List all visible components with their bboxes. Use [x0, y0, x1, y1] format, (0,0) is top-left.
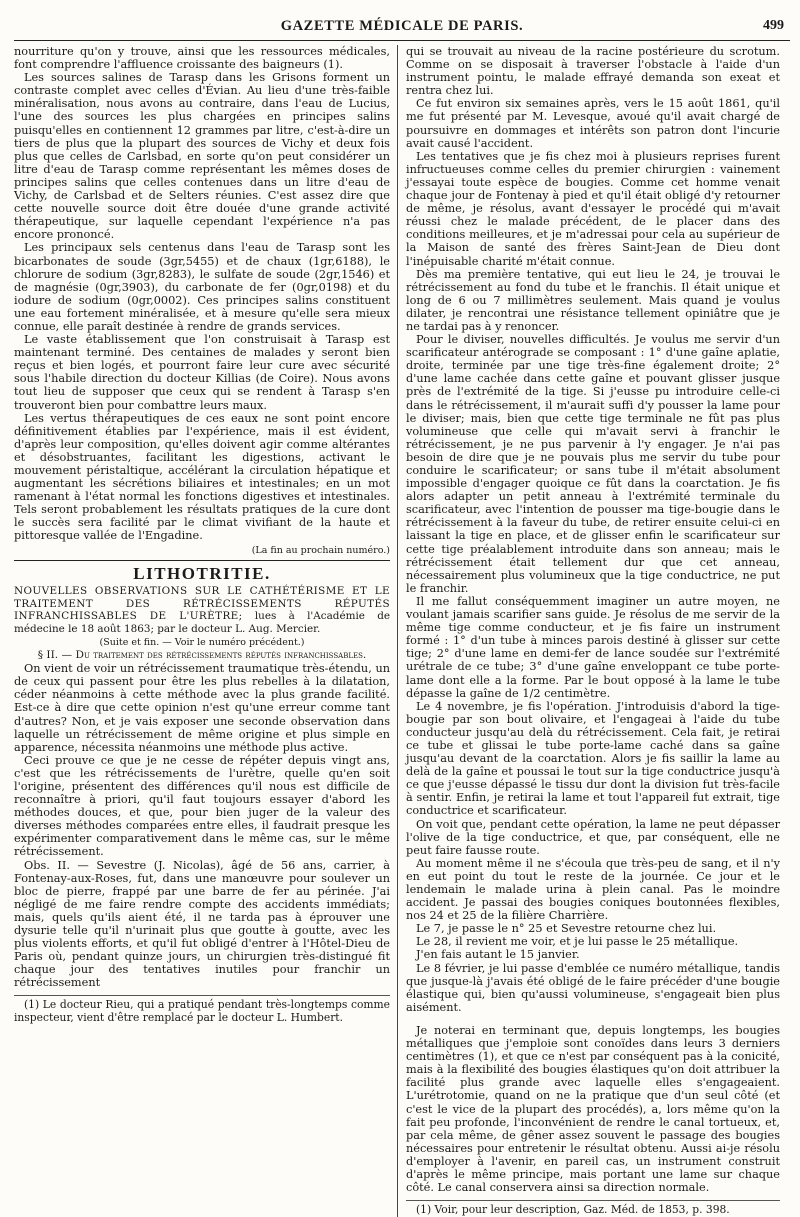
paragraph: Le 7, je passe le n° 25 et Sevestre retourne chez lui. — [416, 922, 717, 936]
continuation-note: (Suite et fin. — Voir le numéro précédent.) — [99, 636, 305, 648]
paragraph: Obs. II. — Sevestre (J. Nicolas), âgé de 56 ans, carrier, à Fontenay-aux-Roses, fut, dans une manœuvre pour soulever un bloc de pierre, frappé par une barre de fer au périnée. J'ai négligé de me faire rendre compte des accidents immédiats; mais, quels qu'ils aient été, il ne tarda pas à éprouver une dysurie telle qu'il n'urinait plus que goutte à goutte, avec les plus violents efforts, et qu'il fut obligé d'entrer à l'Hôtel-Dieu de Paris où, pendant quinze jours, un chirurgien très-distingué fit chaque jour des tentatives inutiles pour franchir un rétrécissement — [14, 858, 390, 990]
journal-title: GAZETTE MÉDICALE DE PARIS. — [280, 18, 524, 34]
continued-note: (La fin au prochain numéro.) — [251, 544, 390, 556]
page-number: 499 — [763, 18, 784, 33]
footnote-rule — [14, 995, 390, 996]
spacer — [406, 1014, 780, 1024]
paragraph: Le 4 novembre, je fis l'opération. J'introduisis d'abord la tige-bougie par son bout olivaire, et l'engageai à l'aide du tube conducteur jusqu'au delà du rétrécissement. Cela fait, je retirai ce tube et glissai le tube porte-lame caché dans sa gaîne jusqu'au devant de la coarctation. Alors je fis saillir la lame au delà de la gaîne et poussai le tout sur la tige conductrice jusqu'à ce que j'eusse dépassé le tissu dur dont la division fut très-facile à sentir. Enfin, je retirai la lame et tout l'appareil fut extrait, tige conductrice et scarificateur. — [406, 699, 780, 818]
footnote-rule — [406, 1200, 780, 1201]
paragraph: Les principaux sels centenus dans l'eau de Tarasp sont les bicarbonates de soude (3gr,5455) et de chaux (1gr,6188), le chlorure de sodium (3gr,8283), le sulfate de soude (2gr,1546) et de magnésie (0gr,3903), du carbonate de fer (0gr,0198) et du iodure de sodium (0gr,0002). Ces principes salins constituent une eau fortement minéralisée, et à mesure qu'elle sera mieux connue, elle paraît destinée à rendre de grands services. — [14, 241, 390, 333]
paragraph: On voit que, pendant cette opération, la lame ne peut dépasser l'olive de la tige conductrice, et que, par conséquent, elle ne peut faire fausse route. — [406, 817, 780, 857]
paragraph: J'en fais autant le 15 janvier. — [416, 948, 580, 962]
right-column — [397, 45, 780, 1217]
paragraph: Il me fallut conséquemment imaginer un autre moyen, ne voulant jamais scarifier sans guide. Je résolus de me servir de la même tige comme conducteur, et je fis faire un instrument formé : 1° d'un tube à minces parois destiné à glisser sur cette tige; 2° d'une lame en demi-fer de lance soudée sur l'extrémité urétrale de ce tube; 3° d'une gaîne enveloppant ce tube porte-lame dont elle a la forme. Par le bout opposé à la lame le tube dépasse la gaîne de 1/2 centimètre. — [406, 594, 780, 700]
paragraph: Les vertus thérapeutiques de ces eaux ne sont point encore définitivement établies par l'expérience, mais il est évident, d'après leur composition, qu'elles doivent agir comme altérantes et désobstruantes, facilitant les digestions, activant le mouvement péristaltique, accélérant la circulation hépatique et augmentant les sécrétions biliaires et intestinales; en un mot ramenant à l'état normal les fonctions digestives et intestinales. Tels seront probablement les résultats pratiques de la cure dont le succès sera facilité par le climat vivifiant de la haute et pittoresque vallée de l'Engadine. — [14, 411, 390, 543]
article-title — [14, 585, 390, 636]
left-column — [14, 45, 397, 1217]
paragraph: nourriture qu'on y trouve, ainsi que les ressources médicales, font comprendre l'affluence croissante des baigneurs (1). — [14, 45, 390, 72]
two-column-body — [14, 45, 790, 1217]
paragraph: Les sources salines de Tarasp dans les Grisons forment un contraste complet avec celles d'Évian. Au lieu d'une très-faible minéralisation, nous avons au contraire, dans l'eau de Lucius, l'une des sources les plus chargées en principes salins puisqu'elles en contiennent 12 grammes par litre, c'est-à-dire un tiers de plus que la plupart des sources de Vichy et deux fois plus que celles de Carlsbad, en sorte qu'on peut considérer un litre d'eau de Tarasp comme représentant les mêmes doses de principes salins que celles contenues dans un litre d'eau de Vichy, de Carlsbad et de Selters réunies. C'est assez dire que cette nouvelle source doit être douée d'une grande activité thérapeutique, sur laquelle cependant l'expérience n'a pas encore prononcé. — [14, 71, 390, 242]
section-divider — [14, 560, 390, 561]
paragraph: Pour le diviser, nouvelles difficultés. Je voulus me servir d'un scarificateur antérograde se composant : 1° d'une gaîne aplatie, droite, terminée par une tige très-fine également droite; 2° d'une lame cachée dans cette gaîne et pouvant glisser jusque près de l'extrémité de la tige. Si j'eusse pu introduire celle-ci dans le rétrécissement, il m'aurait suffi d'y pousser la lame pour le diviser; mais, bien que cette tige terminale ne fût pas plus volumineuse que celle qui m'avait servi à franchir le rétrécissement, je ne pus parvenir à l'y engager. Je n'ai pas besoin de dire que je ne pouvais plus me servir du tube pour conduire le scarificateur; or sans tube il m'était absolument impossible d'engager quoique ce fût dans la coarctation. Je fis alors adapter un petit anneau à l'extrémité terminale du scarificateur, avec l'intention de pousser ma tige-bougie dans le rétrécissement à la faveur du tube, de retirer ensuite celui-ci en laissant la tige en place, et de glisser enfin le scarificateur sur cette tige préalablement introduite dans son anneau; mais le rétrécissement était tellement dur que cet anneau, nécessairement plus volumineux que la tige conductrice, ne put le franchir. — [406, 333, 780, 595]
paragraph: Les tentatives que je fis chez moi à plusieurs reprises furent infructueuses comme celles du premier chirurgien : vainement j'essayai toute espèce de bougies. Comme cet homme venait chaque jour de Fontenay à pied et qu'il était obligé d'y retourner de même, je résolus, avant d'essayer le procédé qui m'avait réussi chez le malade précédent, de le placer dans des conditions meilleures, et je m'adressai pour cela au supérieur de la Maison de santé des frères Saint-Jean de Dieu dont l'inépuisable charité m'était connue. — [406, 149, 780, 268]
paragraph: Dès ma première tentative, qui eut lieu le 24, je trouvai le rétrécissement au fond du tube et le franchis. Il était unique et long de 6 ou 7 millimètres seulement. Mais quand je voulus dilater, je rencontrai une résistance tellement opiniâtre que je ne tardai pas à y renoncer. — [406, 267, 780, 333]
paragraph: Ce fut environ six semaines après, vers le 15 août 1861, qu'il me fut présenté par M. Levesque, avoué qu'il avait chargé de poursuivre en dommages et intérêts son patron dont l'incurie avait causé l'accident. — [406, 97, 780, 150]
page-header — [14, 14, 790, 41]
section-title: LITHOTRITIE. — [133, 563, 271, 583]
footnote: (1) Voir, pour leur description, Gaz. Méd. de 1853, p. 398. — [416, 1203, 730, 1217]
paragraph: Le vaste établissement que l'on construisait à Tarasp est maintenant terminé. Des centaines de malades y seront bien reçus et bien logés, et pourront faire leur cure avec sécurité sous l'habile direction du docteur Killias (de Coire). Nous avons tout lieu de supposer que ceux qui se rendent à Tarasp s'en trouveront bien pour combattre leurs maux. — [14, 333, 390, 412]
paragraph: Ceci prouve ce que je ne cesse de répéter depuis vingt ans, c'est que les rétrécissements de l'urètre, quelle qu'en soit l'origine, présentent des différences qu'il nous est difficile de reconnaître à priori, qu'il faut toujours essayer d'abord les méthodes douces, et que, pour bien juger de la valeur des diverses méthodes comparées entre elles, il faudrait presque les expérimenter comparativement dans le même cas, sur le même rétrécissement. — [14, 753, 390, 859]
paragraph: Le 28, il revient me voir, et je lui passe le 25 métallique. — [416, 935, 739, 949]
paragraph: qui se trouvait au niveau de la racine postérieure du scrotum. Comme on se disposait à traverser l'obstacle à l'aide d'un instrument pointu, le malade effrayé demanda son exeat et rentra chez lui. — [406, 45, 780, 98]
article-subtitle: lues à l'Académie de médecine le 18 août 1863; par le docteur L. Aug. Mercier. — [14, 610, 390, 636]
paragraph: Au moment même il ne s'écoula que très-peu de sang, et il n'y en eut point du tout le reste de la journée. Ce jour et le lendemain le malade urina à plein canal. Pas le moindre accident. Je passai des bougies coniques boutonnées flexibles, nos 24 et 25 de la filière Charrière. — [406, 856, 780, 923]
paragraph: Je noterai en terminant que, depuis longtemps, les bougies métalliques que j'emploie sont conoïdes dans leurs 3 derniers centimètres (1), et que ce n'est par conséquent pas à la conicité, mais à la flexibilité des bougies élastiques qu'on doit attribuer la facilité plus grande avec laquelle elles s'engageaient. L'urétrotomie, quand on ne la pratique que d'un seul côté (et c'est le vice de la plupart des procédés), a, lors même qu'on la fait peu profonde, l'inconvénient de rendre le canal tortueux, et, par cela même, de gêner assez souvent le passage des bougies nécessaires pour entretenir le résultat obtenu. Aussi ai-je résolu d'employer à l'avenir, en pareil cas, un instrument construit d'après le même principe, mais portant une lame sur chaque côté. Le canal conservera ainsi sa direction normale. — [406, 1023, 780, 1195]
paragraph: On vient de voir un rétrécissement traumatique très-étendu, un de ceux qui passent pour être les plus rebelles à la dilatation, céder néanmoins à cette méthode avec la plus grande facilité. Est-ce à dire que cette opinion n'est qu'une erreur comme tant d'autres? Non, et je vais exposer une seconde observation dans laquelle un rétrécissement de même origine et plus simple en apparence, nécessita néanmoins une méthode plus active. — [14, 662, 390, 754]
paragraph: Le 8 février, je lui passe d'emblée ce numéro métallique, tandis que jusque-là j'avais été obligé de le faire précéder d'une bougie élastique qui, bien qu'aussi volumineuse, s'engageait bien plus aisément. — [406, 961, 780, 1014]
footnote: (1) Le docteur Rieu, qui a pratiqué pendant très-longtemps comme inspecteur, vient d'être remplacé par le docteur L. Humbert. — [14, 998, 390, 1025]
article-title-text: NOUVELLES OBSERVATIONS SUR LE CATHÉTÉRISME ET LE TRAITEMENT DES RÉTRÉCISSEMENTS RÉPUTÉS INFRANCHISSABLES DE L'URÈTRE; — [14, 584, 390, 623]
subsection-heading: § II. — Du traitement des rétrécissements réputés infranchissables. — [37, 649, 367, 662]
